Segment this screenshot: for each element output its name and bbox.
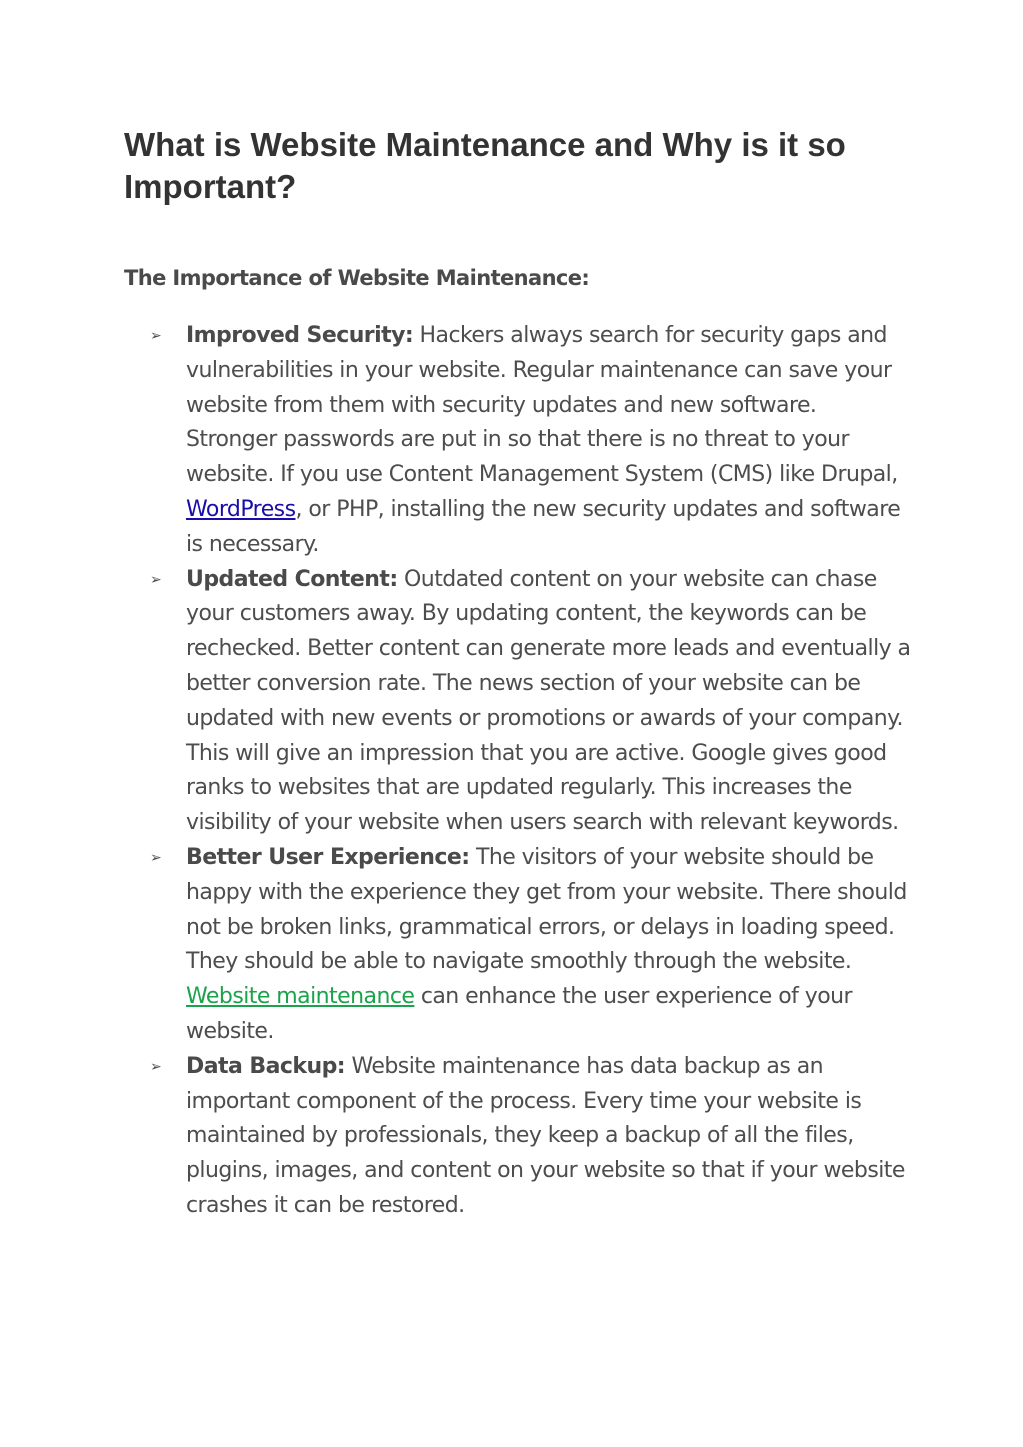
bullet-term: Updated Content: — [186, 566, 398, 592]
list-item-data-backup — [0, 1050, 1023, 1224]
list-item-better-user-experience — [0, 841, 1023, 1050]
arrow-bullet-icon: ➢ — [150, 328, 162, 344]
document-title: What is Website Maintenance and Why is it so Important? — [124, 126, 846, 205]
bullet-term: Better User Experience: — [186, 844, 470, 870]
bullet-text: , or PHP, installing the new security updates and software is necessary. — [186, 496, 901, 557]
wordpress-link[interactable]: WordPress — [186, 496, 296, 522]
importance-bullet-list — [0, 319, 1023, 1224]
bullet-text: Website maintenance has data backup as an important component of the process. Every time your website is maintained by professionals, they keep a backup of all the files, plugins, images, and content on your website so that if your website crashes it can be restored. — [186, 1053, 905, 1218]
section-heading: The Importance of Website Maintenance: — [124, 266, 590, 290]
bullet-text: Hackers always search for security gaps and vulnerabilities in your website. Regular maintenance can save your website from them with security updates and new software. Stronger passwords are put in so that there is no threat to your website. If you use Content Management System (CMS) like Drupal, — [186, 323, 898, 488]
bullet-term: Data Backup: — [186, 1053, 346, 1079]
list-item-updated-content — [0, 563, 1023, 841]
list-item-improved-security — [0, 319, 1023, 563]
arrow-bullet-icon: ➢ — [150, 571, 162, 588]
arrow-bullet-icon: ➢ — [150, 1058, 162, 1075]
arrow-bullet-icon: ➢ — [150, 849, 162, 866]
website-maintenance-link[interactable]: Website maintenance — [186, 984, 415, 1010]
bullet-text: can enhance the user experience of your website. — [186, 984, 853, 1044]
bullet-term: Improved Security: — [186, 323, 414, 348]
bullet-text: Outdated content on your website can chase your customers away. By updating content, the keywords can be rechecked. Better content can generate more leads and eventually a better conversion rate. The news section of your website can be updated with new events or promotions or awards of your company. This will give an impression that you are active. Google gives good ranks to websites that are updated regularly. This increases the visibility of your website when users search with relevant keywords. — [186, 566, 911, 836]
bullet-text: The visitors of your website should be happy with the experience they get from your website. There should not be broken links, grammatical errors, or delays in loading speed. They should be able to navigate smoothly through the website. — [186, 844, 907, 975]
